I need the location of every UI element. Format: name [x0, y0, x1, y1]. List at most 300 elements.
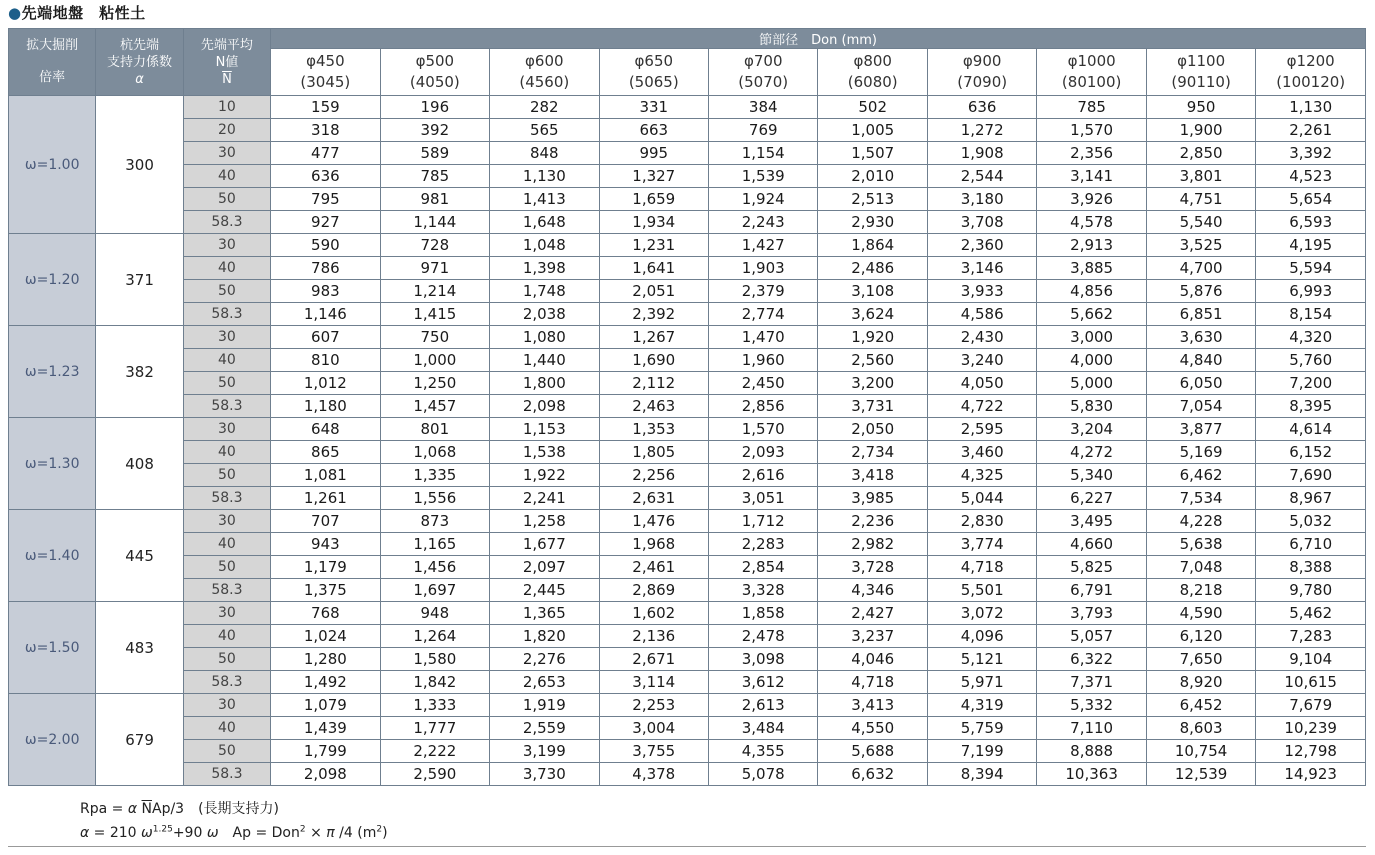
value-cell: 589 — [380, 142, 489, 165]
value-cell: 4,751 — [1146, 188, 1255, 211]
value-cell: 2,486 — [818, 257, 927, 280]
value-cell: 6,593 — [1256, 211, 1366, 234]
value-cell: 565 — [490, 119, 599, 142]
alpha-cell: 300 — [96, 96, 183, 234]
value-cell: 1,690 — [599, 349, 708, 372]
value-cell: 2,734 — [818, 441, 927, 464]
omega-cell: ω=1.23 — [9, 326, 96, 418]
value-cell: 6,227 — [1037, 487, 1146, 510]
table-row — [9, 740, 1366, 763]
value-cell: 1,968 — [599, 533, 708, 556]
n-value-cell: 40 — [183, 257, 270, 280]
n-value-cell: 40 — [183, 717, 270, 740]
value-cell: 2,392 — [599, 303, 708, 326]
value-cell: 4,228 — [1146, 510, 1255, 533]
value-cell: 865 — [271, 441, 380, 464]
value-cell: 2,463 — [599, 395, 708, 418]
value-cell: 3,774 — [927, 533, 1036, 556]
table-row — [9, 211, 1366, 234]
value-cell: 1,556 — [380, 487, 489, 510]
value-cell: 1,858 — [709, 602, 818, 625]
value-cell: 4,320 — [1256, 326, 1366, 349]
table-row — [9, 119, 1366, 142]
n-value-cell: 58.3 — [183, 211, 270, 234]
alpha-cell: 679 — [96, 694, 183, 786]
value-cell: 4,378 — [599, 763, 708, 786]
value-cell: 2,256 — [599, 464, 708, 487]
table-header — [9, 29, 1366, 96]
n-value-cell: 40 — [183, 441, 270, 464]
value-cell: 1,842 — [380, 671, 489, 694]
value-cell: 282 — [490, 96, 599, 119]
value-cell: 2,559 — [490, 717, 599, 740]
bullet-icon: ● — [8, 4, 22, 22]
value-cell: 3,146 — [927, 257, 1036, 280]
value-cell: 3,495 — [1037, 510, 1146, 533]
header-diameter: φ1100 (90110) — [1146, 49, 1255, 96]
value-cell: 769 — [709, 119, 818, 142]
value-cell: 2,051 — [599, 280, 708, 303]
value-cell: 2,856 — [709, 395, 818, 418]
value-cell: 1,258 — [490, 510, 599, 533]
value-cell: 7,200 — [1256, 372, 1366, 395]
value-cell: 2,222 — [380, 740, 489, 763]
value-cell: 2,854 — [709, 556, 818, 579]
value-cell: 848 — [490, 142, 599, 165]
value-cell: 1,179 — [271, 556, 380, 579]
value-cell: 3,051 — [709, 487, 818, 510]
footnote-formula-1: Rpa = α $\overline{N}Ap/3$ (長期支持力) — [80, 801, 280, 817]
value-cell: 1,456 — [380, 556, 489, 579]
value-cell: 1,457 — [380, 395, 489, 418]
value-cell: 5,032 — [1256, 510, 1366, 533]
value-cell: 6,632 — [818, 763, 927, 786]
value-cell: 1,427 — [709, 234, 818, 257]
value-cell: 1,327 — [599, 165, 708, 188]
value-cell: 3,630 — [1146, 326, 1255, 349]
value-cell: 7,690 — [1256, 464, 1366, 487]
value-cell: 8,154 — [1256, 303, 1366, 326]
header-diameter: φ450 (3045) — [271, 49, 380, 96]
n-value-cell: 30 — [183, 234, 270, 257]
value-cell: 3,200 — [818, 372, 927, 395]
value-cell: 2,427 — [818, 602, 927, 625]
value-cell: 3,328 — [709, 579, 818, 602]
alpha-cell: 408 — [96, 418, 183, 510]
n-value-cell: 58.3 — [183, 487, 270, 510]
value-cell: 5,971 — [927, 671, 1036, 694]
value-cell: 3,392 — [1256, 142, 1366, 165]
value-cell: 5,121 — [927, 648, 1036, 671]
value-cell: 1,470 — [709, 326, 818, 349]
value-cell: 9,104 — [1256, 648, 1366, 671]
value-cell: 159 — [271, 96, 380, 119]
n-value-cell: 50 — [183, 740, 270, 763]
table-row — [9, 280, 1366, 303]
value-cell: 1,507 — [818, 142, 927, 165]
page-title — [8, 2, 146, 23]
value-cell: 1,439 — [271, 717, 380, 740]
value-cell: 10,615 — [1256, 671, 1366, 694]
value-cell: 5,340 — [1037, 464, 1146, 487]
value-cell: 2,982 — [818, 533, 927, 556]
value-cell: 1,146 — [271, 303, 380, 326]
table-row — [9, 510, 1366, 533]
value-cell: 5,830 — [1037, 395, 1146, 418]
n-value-cell: 58.3 — [183, 395, 270, 418]
value-cell: 8,967 — [1256, 487, 1366, 510]
table-row — [9, 418, 1366, 441]
value-cell: 2,360 — [927, 234, 1036, 257]
value-cell: 607 — [271, 326, 380, 349]
table-row — [9, 556, 1366, 579]
value-cell: 5,000 — [1037, 372, 1146, 395]
value-cell: 4,590 — [1146, 602, 1255, 625]
value-cell: 4,096 — [927, 625, 1036, 648]
header-diameter: φ800 (6080) — [818, 49, 927, 96]
value-cell: 6,120 — [1146, 625, 1255, 648]
value-cell: 1,231 — [599, 234, 708, 257]
value-cell: 786 — [271, 257, 380, 280]
value-cell: 1,777 — [380, 717, 489, 740]
value-cell: 2,098 — [490, 395, 599, 418]
table-row — [9, 349, 1366, 372]
table-row — [9, 188, 1366, 211]
value-cell: 4,856 — [1037, 280, 1146, 303]
value-cell: 1,697 — [380, 579, 489, 602]
value-cell: 1,398 — [490, 257, 599, 280]
value-cell: 2,913 — [1037, 234, 1146, 257]
value-cell: 1,570 — [709, 418, 818, 441]
omega-cell: ω=1.50 — [9, 602, 96, 694]
value-cell: 1,920 — [818, 326, 927, 349]
value-cell: 8,920 — [1146, 671, 1255, 694]
value-cell: 2,098 — [271, 763, 380, 786]
value-cell: 5,078 — [709, 763, 818, 786]
header-omega: 拡大掘削 倍率 — [9, 29, 96, 96]
value-cell: 636 — [927, 96, 1036, 119]
value-cell: 2,010 — [818, 165, 927, 188]
value-cell: 1,068 — [380, 441, 489, 464]
value-cell: 3,413 — [818, 694, 927, 717]
value-cell: 1,267 — [599, 326, 708, 349]
value-cell: 810 — [271, 349, 380, 372]
value-cell: 3,108 — [818, 280, 927, 303]
alpha-cell: 483 — [96, 602, 183, 694]
value-cell: 2,671 — [599, 648, 708, 671]
value-cell: 2,461 — [599, 556, 708, 579]
value-cell: 801 — [380, 418, 489, 441]
value-cell: 3,418 — [818, 464, 927, 487]
table-row — [9, 441, 1366, 464]
value-cell: 3,624 — [818, 303, 927, 326]
value-cell: 14,923 — [1256, 763, 1366, 786]
header-diameter: φ700 (5070) — [709, 49, 818, 96]
capacity-table — [8, 28, 1366, 786]
value-cell: 2,261 — [1256, 119, 1366, 142]
value-cell: 1,080 — [490, 326, 599, 349]
value-cell: 1,648 — [490, 211, 599, 234]
value-cell: 795 — [271, 188, 380, 211]
value-cell: 4,195 — [1256, 234, 1366, 257]
table-row — [9, 326, 1366, 349]
value-cell: 1,000 — [380, 349, 489, 372]
value-cell: 9,780 — [1256, 579, 1366, 602]
value-cell: 4,700 — [1146, 257, 1255, 280]
value-cell: 4,325 — [927, 464, 1036, 487]
value-cell: 2,136 — [599, 625, 708, 648]
value-cell: 4,660 — [1037, 533, 1146, 556]
n-value-cell: 50 — [183, 188, 270, 211]
value-cell: 6,462 — [1146, 464, 1255, 487]
value-cell: 728 — [380, 234, 489, 257]
value-cell: 196 — [380, 96, 489, 119]
value-cell: 750 — [380, 326, 489, 349]
value-cell: 927 — [271, 211, 380, 234]
header-alpha: 杭先端 支持力係数 α — [96, 29, 183, 96]
value-cell: 2,478 — [709, 625, 818, 648]
value-cell: 5,057 — [1037, 625, 1146, 648]
value-cell: 1,922 — [490, 464, 599, 487]
n-value-cell: 50 — [183, 648, 270, 671]
value-cell: 983 — [271, 280, 380, 303]
n-value-cell: 30 — [183, 510, 270, 533]
value-cell: 2,613 — [709, 694, 818, 717]
value-cell: 2,869 — [599, 579, 708, 602]
value-cell: 981 — [380, 188, 489, 211]
alpha-cell: 445 — [96, 510, 183, 602]
value-cell: 1,864 — [818, 234, 927, 257]
header-diameter: φ500 (4050) — [380, 49, 489, 96]
value-cell: 3,180 — [927, 188, 1036, 211]
value-cell: 971 — [380, 257, 489, 280]
value-cell: 1,353 — [599, 418, 708, 441]
value-cell: 7,534 — [1146, 487, 1255, 510]
n-value-cell: 58.3 — [183, 671, 270, 694]
value-cell: 5,540 — [1146, 211, 1255, 234]
value-cell: 4,614 — [1256, 418, 1366, 441]
value-cell: 2,038 — [490, 303, 599, 326]
value-cell: 2,356 — [1037, 142, 1146, 165]
n-value-cell: 58.3 — [183, 303, 270, 326]
value-cell: 8,888 — [1037, 740, 1146, 763]
value-cell: 3,728 — [818, 556, 927, 579]
value-cell: 4,346 — [818, 579, 927, 602]
value-cell: 8,395 — [1256, 395, 1366, 418]
value-cell: 8,388 — [1256, 556, 1366, 579]
value-cell: 943 — [271, 533, 380, 556]
table-body — [9, 96, 1366, 786]
value-cell: 6,152 — [1256, 441, 1366, 464]
n-value-cell: 50 — [183, 464, 270, 487]
value-cell: 2,112 — [599, 372, 708, 395]
value-cell: 4,355 — [709, 740, 818, 763]
value-cell: 10,239 — [1256, 717, 1366, 740]
value-cell: 3,793 — [1037, 602, 1146, 625]
value-cell: 1,748 — [490, 280, 599, 303]
value-cell: 8,218 — [1146, 579, 1255, 602]
value-cell: 3,933 — [927, 280, 1036, 303]
value-cell: 392 — [380, 119, 489, 142]
value-cell: 5,759 — [927, 717, 1036, 740]
value-cell: 1,214 — [380, 280, 489, 303]
value-cell: 7,371 — [1037, 671, 1146, 694]
n-value-cell: 30 — [183, 142, 270, 165]
value-cell: 3,708 — [927, 211, 1036, 234]
table-row — [9, 96, 1366, 119]
value-cell: 4,000 — [1037, 349, 1146, 372]
header-diameter: φ650 (5065) — [599, 49, 708, 96]
n-value-cell: 40 — [183, 349, 270, 372]
n-value-cell: 30 — [183, 602, 270, 625]
value-cell: 5,462 — [1256, 602, 1366, 625]
value-cell: 3,141 — [1037, 165, 1146, 188]
value-cell: 1,538 — [490, 441, 599, 464]
value-cell: 1,153 — [490, 418, 599, 441]
value-cell: 2,379 — [709, 280, 818, 303]
value-cell: 1,413 — [490, 188, 599, 211]
value-cell: 1,712 — [709, 510, 818, 533]
value-cell: 1,261 — [271, 487, 380, 510]
value-cell: 5,825 — [1037, 556, 1146, 579]
table-row — [9, 694, 1366, 717]
value-cell: 1,919 — [490, 694, 599, 717]
value-cell: 2,560 — [818, 349, 927, 372]
n-value-cell: 30 — [183, 326, 270, 349]
omega-cell: ω=1.40 — [9, 510, 96, 602]
table-row — [9, 464, 1366, 487]
table-row — [9, 487, 1366, 510]
value-cell: 5,594 — [1256, 257, 1366, 280]
n-value-cell: 30 — [183, 418, 270, 441]
value-cell: 1,476 — [599, 510, 708, 533]
value-cell: 2,544 — [927, 165, 1036, 188]
value-cell: 10,754 — [1146, 740, 1255, 763]
value-cell: 8,394 — [927, 763, 1036, 786]
table-row — [9, 648, 1366, 671]
value-cell: 3,098 — [709, 648, 818, 671]
value-cell: 1,539 — [709, 165, 818, 188]
value-cell: 4,523 — [1256, 165, 1366, 188]
value-cell: 2,850 — [1146, 142, 1255, 165]
value-cell: 1,144 — [380, 211, 489, 234]
value-cell: 1,130 — [490, 165, 599, 188]
value-cell: 1,272 — [927, 119, 1036, 142]
value-cell: 1,900 — [1146, 119, 1255, 142]
value-cell: 4,718 — [927, 556, 1036, 579]
omega-cell: ω=2.00 — [9, 694, 96, 786]
value-cell: 1,908 — [927, 142, 1036, 165]
omega-cell: ω=1.30 — [9, 418, 96, 510]
table-row — [9, 602, 1366, 625]
omega-cell: ω=1.00 — [9, 96, 96, 234]
value-cell: 2,253 — [599, 694, 708, 717]
n-value-cell: 50 — [183, 556, 270, 579]
value-cell: 4,272 — [1037, 441, 1146, 464]
value-cell: 502 — [818, 96, 927, 119]
value-cell: 3,801 — [1146, 165, 1255, 188]
value-cell: 1,492 — [271, 671, 380, 694]
value-cell: 3,204 — [1037, 418, 1146, 441]
value-cell: 663 — [599, 119, 708, 142]
value-cell: 7,048 — [1146, 556, 1255, 579]
value-cell: 12,539 — [1146, 763, 1255, 786]
footnote-formula-2: α = 210 $\omega^{1.25}+90$ ω Ap = Don$^2$ × π /4 $(m^2)$ — [80, 824, 388, 841]
header-diameter: φ600 (4560) — [490, 49, 599, 96]
n-value-cell: 10 — [183, 96, 270, 119]
n-value-cell: 40 — [183, 165, 270, 188]
value-cell: 6,322 — [1037, 648, 1146, 671]
n-value-cell: 20 — [183, 119, 270, 142]
value-cell: 1,079 — [271, 694, 380, 717]
value-cell: 2,097 — [490, 556, 599, 579]
value-cell: 6,791 — [1037, 579, 1146, 602]
value-cell: 10,363 — [1037, 763, 1146, 786]
value-cell: 5,638 — [1146, 533, 1255, 556]
value-cell: 7,110 — [1037, 717, 1146, 740]
value-cell: 5,760 — [1256, 349, 1366, 372]
n-value-cell: 40 — [183, 533, 270, 556]
value-cell: 477 — [271, 142, 380, 165]
value-cell: 4,046 — [818, 648, 927, 671]
n-value-cell: 50 — [183, 280, 270, 303]
value-cell: 1,934 — [599, 211, 708, 234]
value-cell: 5,332 — [1037, 694, 1146, 717]
value-cell: 6,851 — [1146, 303, 1255, 326]
n-value-cell: 50 — [183, 372, 270, 395]
value-cell: 7,650 — [1146, 648, 1255, 671]
value-cell: 7,283 — [1256, 625, 1366, 648]
value-cell: 318 — [271, 119, 380, 142]
value-cell: 873 — [380, 510, 489, 533]
value-cell: 3,612 — [709, 671, 818, 694]
header-diameter: φ1200 (100120) — [1256, 49, 1366, 96]
value-cell: 4,319 — [927, 694, 1036, 717]
value-cell: 2,241 — [490, 487, 599, 510]
value-cell: 2,590 — [380, 763, 489, 786]
value-cell: 950 — [1146, 96, 1255, 119]
value-cell: 2,930 — [818, 211, 927, 234]
value-cell: 1,799 — [271, 740, 380, 763]
value-cell: 3,877 — [1146, 418, 1255, 441]
value-cell: 331 — [599, 96, 708, 119]
value-cell: 5,501 — [927, 579, 1036, 602]
value-cell: 1,924 — [709, 188, 818, 211]
value-cell: 5,876 — [1146, 280, 1255, 303]
value-cell: 785 — [1037, 96, 1146, 119]
value-cell: 3,237 — [818, 625, 927, 648]
value-cell: 6,050 — [1146, 372, 1255, 395]
value-cell: 2,236 — [818, 510, 927, 533]
value-cell: 384 — [709, 96, 818, 119]
header-diameter-span: 節部径 Don (mm) — [271, 29, 1366, 49]
value-cell: 2,513 — [818, 188, 927, 211]
table-row — [9, 625, 1366, 648]
value-cell: 3,731 — [818, 395, 927, 418]
value-cell: 5,169 — [1146, 441, 1255, 464]
value-cell: 1,264 — [380, 625, 489, 648]
value-cell: 2,430 — [927, 326, 1036, 349]
alpha-cell: 371 — [96, 234, 183, 326]
value-cell: 1,805 — [599, 441, 708, 464]
n-value-cell: 30 — [183, 694, 270, 717]
value-cell: 2,093 — [709, 441, 818, 464]
value-cell: 1,280 — [271, 648, 380, 671]
value-cell: 1,005 — [818, 119, 927, 142]
value-cell: 2,276 — [490, 648, 599, 671]
value-cell: 1,570 — [1037, 119, 1146, 142]
value-cell: 7,679 — [1256, 694, 1366, 717]
